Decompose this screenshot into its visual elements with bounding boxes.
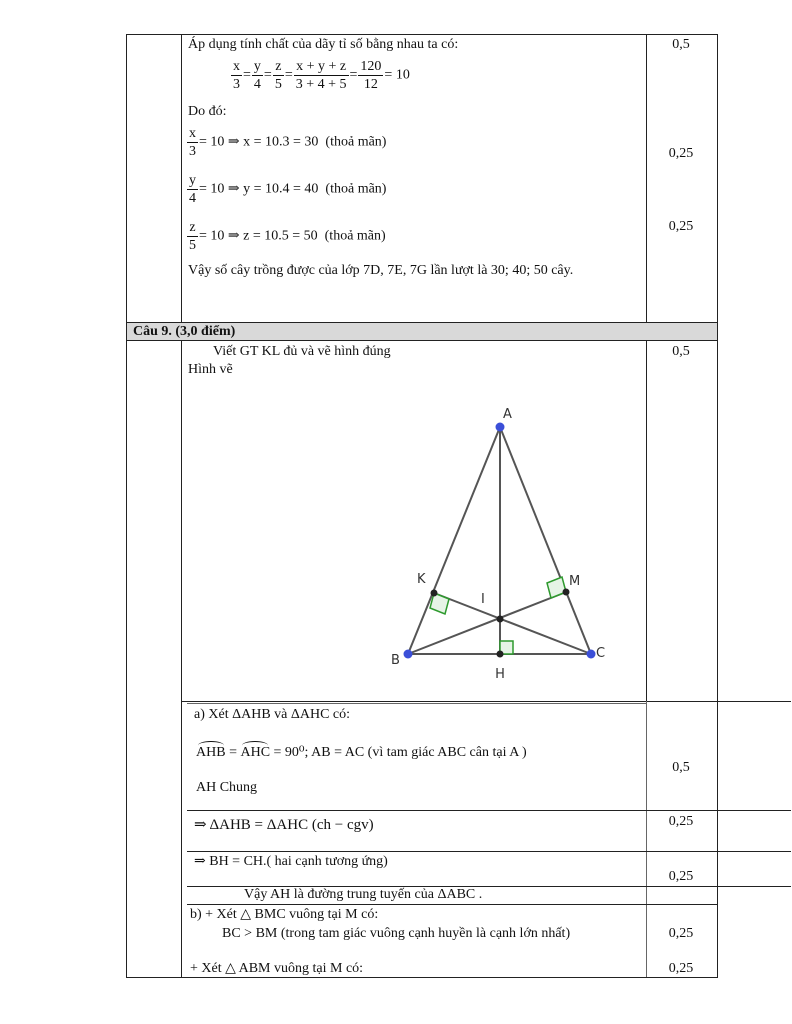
part-a-bh-ch: ⇒ BH = CH.( hai cạnh tương ứng): [194, 854, 388, 869]
gt-kl-text: Viết GT KL đủ và vẽ hình đúng: [213, 344, 391, 359]
question-9-header: Câu 9. (3,0 điểm): [126, 322, 718, 341]
point-h: [497, 651, 504, 658]
label-k: K: [417, 572, 426, 587]
ratio-equation: $\frac{x}{3}$ = $\frac{y}{4}$ = $\frac{z}{5}$ = $\frac{x + y + z}{3 + 4 + 5}$ = $\frac{120}{12}$ = 10: [233, 59, 410, 92]
label-a: A: [503, 407, 512, 422]
side-ac: [500, 427, 591, 654]
part-a-line1: a) Xét ΔAHB và ΔAHC có:: [194, 707, 351, 722]
intro-text: Áp dụng tính chất của dãy tỉ số bằng nhau ta có:: [188, 37, 459, 52]
hinh-ve-text: Hình vẽ: [188, 362, 233, 377]
label-h: H: [495, 667, 505, 682]
label-b: B: [391, 653, 400, 668]
label-i: I: [481, 592, 485, 607]
part-a-ah-common: AH Chung: [196, 780, 258, 795]
part-a-angles: AHB = AHC = 90⁰; AB = AC (vì tam giác ABC cân tại A ): [196, 745, 527, 760]
point-a: [496, 423, 505, 432]
score-b-2: 0,25: [668, 961, 694, 976]
part-a-congruence: ⇒ ΔAHB = ΔAHC (ch − cgv): [194, 817, 374, 833]
row-y: $\frac{y}{4}$ = 10 ⇒ y = 10.4 = 40 (thoả mãn): [189, 173, 387, 206]
score-a-3: 0,25: [668, 869, 694, 884]
point-b: [404, 650, 413, 659]
score-top-3: 0,25: [668, 219, 694, 234]
row-z: $\frac{z}{5}$ = 10 ⇒ z = 10.5 = 50 (thoả mãn): [189, 220, 386, 253]
part-b-line3: + Xét △ ABM vuông tại M có:: [190, 961, 364, 976]
score-top-1: 0,5: [672, 37, 690, 52]
point-c: [587, 650, 596, 659]
label-m: M: [569, 574, 581, 589]
do-do-text: Do đó:: [188, 104, 227, 119]
score-a-1: 0,5: [672, 760, 690, 775]
row-x: $\frac{x}{3}$ = 10 ⇒ x = 10.3 = 30 (thoả mãn): [189, 126, 387, 159]
triangle-figure: [380, 400, 620, 685]
point-i: [497, 616, 504, 623]
conclusion-text: Vậy số cây trồng được của lớp 7D, 7E, 7G lần lượt là 30; 40; 50 cây.: [188, 263, 574, 278]
part-a-median: Vậy AH là đường trung tuyến của ΔABC .: [244, 887, 483, 902]
part-b-line1: b) + Xét △ BMC vuông tại M có:: [190, 907, 379, 922]
right-angle-m: [547, 577, 566, 598]
score-figure: 0,5: [672, 344, 690, 359]
score-top-2: 0,25: [668, 146, 694, 161]
side-ab: [408, 427, 500, 654]
point-m: [563, 589, 570, 596]
score-a-2: 0,25: [668, 814, 694, 829]
score-b-1: 0,25: [668, 926, 694, 941]
part-b-line2: BC > BM (trong tam giác vuông cạnh huyền là cạnh lớn nhất): [222, 926, 571, 941]
label-c: C: [596, 646, 606, 661]
point-k: [431, 590, 438, 597]
